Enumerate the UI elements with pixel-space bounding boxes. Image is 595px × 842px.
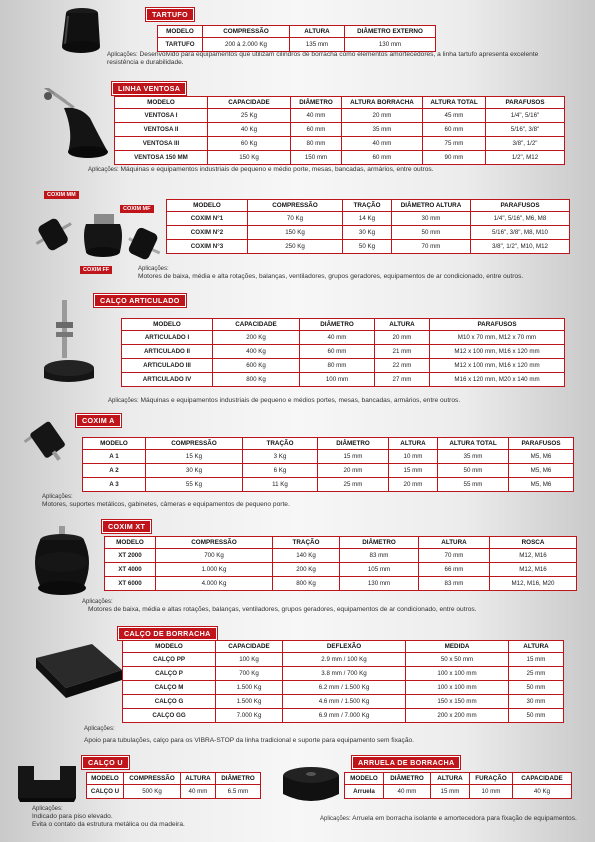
applications-label: Aplicações: [32,806,63,812]
table-cell: 6.2 mm / 1.500 Kg [283,681,406,695]
model-cell: ARTICULADO IV [122,373,213,387]
table-cell: 600 Kg [213,359,300,373]
header-cell: ALTURA [509,641,564,653]
ventosa-table [114,96,565,165]
table-cell: 25 mm [509,667,564,681]
table-cell: 100 x 100 mm [406,667,509,681]
model-cell: COXIM N°3 [167,240,248,254]
applications-text: Motores, suportes metálicos, gabinetes, câmeras e equipamentos de pequeno porte. [42,501,290,509]
table-cell: 60 Kg [208,137,291,151]
calco-borracha-applications-text: Apoio para tubulações, calço para os VIBRA-STOP da linha tradicional e suporte para equipamento sem fixação. [84,737,415,744]
table-cell: 70 mm [419,549,490,563]
applications-line-1: Indicado para piso elevado. [32,813,113,821]
header-cell: CAPACIDADE [208,97,291,109]
table-cell: 40 mm [384,785,431,799]
table-cell: 75 mm [423,137,486,151]
header-cell: DIÂMETRO [318,438,389,450]
model-cell: CALÇO M [123,681,216,695]
table-cell: 200 Kg [213,331,300,345]
table-cell: 30 mm [509,695,564,709]
arruela-applications [320,815,582,823]
header-cell: MODELO [83,438,146,450]
calco-u-applications [32,805,272,830]
tartufo-applications [107,51,567,67]
applications-text: Arruela em borracha isolante e amortecedora para fixação de equipamentos. [352,815,577,822]
model-cell: Arruela [345,785,384,799]
applications-label: Aplicações: [108,398,139,404]
table-cell: 4.6 mm / 1.500 Kg [283,695,406,709]
table-cell: 800 Kg [273,577,340,591]
table-cell: 15 mm [509,653,564,667]
model-cell: CALÇO G [123,695,216,709]
applications-label: Aplicações: [320,816,351,822]
table-cell: 150 Kg [208,151,291,165]
table-cell: 4.000 Kg [156,577,273,591]
table-cell: 1.500 Kg [216,695,283,709]
applications-text: Máquinas e equipamentos industriais de pequeno e médios portes, mesas, bancadas, armários, entre outros. [140,397,461,404]
table-cell: 40 Kg [513,785,572,799]
header-cell: ALTURA TOTAL [423,97,486,109]
header-cell: MODELO [123,641,216,653]
table-cell: 500 Kg [124,785,181,799]
coxim-a-applications [42,493,462,509]
table-cell: 40 mm [342,137,423,151]
header-cell: COMPRESSÃO [248,200,343,212]
table-cell: 15 Kg [146,450,243,464]
model-cell: ARTICULADO II [122,345,213,359]
calco-borracha-applications [84,725,544,733]
header-cell: DIÂMETRO EXTERNO [345,26,436,38]
table-cell: 200 à 2.000 Kg [203,38,290,52]
header-cell: PARAFUSOS [509,438,574,450]
applications-text: Máquinas e equipamentos industriais de pequeno e médio porte, mesas, bancadas, armários, entre outros. [120,166,434,173]
table-cell: 30 Kg [146,464,243,478]
header-cell: MODELO [122,319,213,331]
table-cell: 1/4", 5/16", M6, M8 [471,212,570,226]
table-cell: 45 mm [423,109,486,123]
applications-label: Aplicações: [138,266,169,272]
table-cell: 1/4", 5/16" [486,109,565,123]
coxim-ff-tag: COXIM FF [80,266,112,274]
section-title-coxim-a: COXIM A [76,414,121,427]
table-cell: M12, M16, M20 [490,577,577,591]
section-title-calco-u: CALÇO U [82,756,129,769]
model-cell: VENTOSA III [115,137,208,151]
applications-line-2: Evita o contato da estrutura metálica ou da madeira. [32,821,185,829]
calco-u-product-image [16,758,78,804]
section-title-articulado: CALÇO ARTICULADO [94,294,186,307]
table-cell: 50 mm [509,681,564,695]
table-cell: 40 mm [291,109,342,123]
header-cell: COMPRESSÃO [146,438,243,450]
header-cell: PARAFUSOS [486,97,565,109]
table-cell: 60 mm [423,123,486,137]
coxim-a-table [82,437,574,492]
model-cell: COXIM N°1 [167,212,248,226]
model-cell: CALÇO P [123,667,216,681]
header-cell: ROSCA [490,537,577,549]
table-cell: 35 mm [342,123,423,137]
calco-borracha-table [122,640,564,723]
header-cell: MODELO [105,537,156,549]
articulado-applications [108,397,548,405]
section-title-ventosa: LINHA VENTOSA [112,82,186,95]
coxim-xt-product-image [22,524,102,600]
table-cell: 83 mm [340,549,419,563]
table-cell: 2.9 mm / 100 Kg [283,653,406,667]
tartufo-product-image [56,6,102,56]
section-title-coxim-xt: COXIM XT [102,520,151,533]
table-cell: 21 mm [375,345,430,359]
header-cell: FURAÇÃO [470,773,513,785]
header-cell: TRAÇÃO [243,438,318,450]
header-cell: MODELO [158,26,203,38]
header-cell: ALTURA [389,438,438,450]
articulado-product-image [38,298,100,390]
table-cell: 6 Kg [243,464,318,478]
articulado-table [121,318,565,387]
coxim-mf-tag: COXIM MF [120,205,154,213]
table-cell: 100 x 100 mm [406,681,509,695]
header-cell: DIÂMETRO [384,773,431,785]
table-cell: M5, M6 [509,464,574,478]
header-cell: MEDIDA [406,641,509,653]
table-cell: 1.000 Kg [156,563,273,577]
applications-label: Aplicações: [84,726,115,732]
table-cell: 700 Kg [216,667,283,681]
header-cell: ALTURA [375,319,430,331]
table-cell: 150 mm [291,151,342,165]
table-cell: 20 mm [375,331,430,345]
table-cell: 20 mm [389,478,438,492]
applications-text: Motores de baixa, média e alta rotações, balanças, ventiladores, grupos geradores, equipamentos de ar condicionado, entre outros. [138,273,524,281]
header-cell: ALTURA BORRACHA [342,97,423,109]
model-cell: ARTICULADO III [122,359,213,373]
table-cell: 50 mm [392,226,471,240]
table-cell: 15 mm [389,464,438,478]
model-cell: COXIM N°2 [167,226,248,240]
header-cell: ALTURA TOTAL [438,438,509,450]
header-cell: DIÂMETRO [291,97,342,109]
model-cell: ARTICULADO I [122,331,213,345]
header-cell: MODELO [115,97,208,109]
table-cell: 27 mm [375,373,430,387]
applications-text: Desenvolvido para equipamentos que utilizam cilindros de borracha como elementos amortecedores, a linha tartufo apresenta excelente resistência e durabilidade. [107,51,539,67]
table-cell: 150 Kg [248,226,343,240]
header-cell: COMPRESSÃO [156,537,273,549]
table-cell: 10 mm [389,450,438,464]
table-cell: 11 Kg [243,478,318,492]
table-cell: 55 Kg [146,478,243,492]
table-cell: 5/16", 3/8", M8, M10 [471,226,570,240]
header-cell: PARAFUSOS [430,319,565,331]
table-cell: 100 mm [300,373,375,387]
table-cell: 1.500 Kg [216,681,283,695]
table-cell: M12, M16 [490,549,577,563]
header-cell: COMPRESSÃO [124,773,181,785]
table-cell: 30 Kg [343,226,392,240]
table-cell: 10 mm [470,785,513,799]
table-cell: 6.5 mm [216,785,261,799]
section-title-arruela: ARRUELA DE BORRACHA [352,756,460,769]
table-cell: 50 mm [438,464,509,478]
table-cell: 60 mm [291,123,342,137]
table-cell: M16 x 120 mm, M20 x 140 mm [430,373,565,387]
coxim-a-product-image [24,418,74,462]
applications-label: Aplicações: [88,167,119,173]
table-cell: 50 Kg [343,240,392,254]
table-cell: 22 mm [375,359,430,373]
model-cell: VENTOSA I [115,109,208,123]
table-cell: 135 mm [290,38,345,52]
table-cell: 70 mm [392,240,471,254]
model-cell: VENTOSA II [115,123,208,137]
table-cell: 105 mm [340,563,419,577]
table-cell: M12, M16 [490,563,577,577]
table-cell: 50 x 50 mm [406,653,509,667]
header-cell: TRAÇÃO [273,537,340,549]
table-cell: M5, M6 [509,450,574,464]
coxim-xt-table [104,536,577,591]
header-cell: ALTURA [431,773,470,785]
table-cell: 40 mm [300,331,375,345]
header-cell: CAPACIDADE [513,773,572,785]
section-title-calco-borracha: CALÇO DE BORRACHA [118,627,217,640]
model-cell: XT 2000 [105,549,156,563]
table-cell: 6.9 mm / 7.000 Kg [283,709,406,723]
table-cell: 60 mm [342,151,423,165]
table-cell: 80 mm [291,137,342,151]
table-cell: 140 Kg [273,549,340,563]
coxim-applications [138,265,558,281]
header-cell: DEFLEXÃO [283,641,406,653]
tartufo-table [157,25,436,52]
coxim-product-image [32,204,162,268]
model-cell: VENTOSA 150 MM [115,151,208,165]
table-cell: 3 Kg [243,450,318,464]
header-cell: MODELO [345,773,384,785]
applications-label: Aplicações: [82,599,113,605]
table-cell: 83 mm [419,577,490,591]
header-cell: DIÂMETRO [340,537,419,549]
section-title-tartufo: TARTUFO [146,8,194,21]
model-cell: TARTUFO [158,38,203,52]
table-cell: 50 mm [509,709,564,723]
model-cell: XT 6000 [105,577,156,591]
header-cell: COMPRESSÃO [203,26,290,38]
table-cell: 200 Kg [273,563,340,577]
table-cell: 130 mm [345,38,436,52]
table-cell: M12 x 100 mm, M16 x 120 mm [430,359,565,373]
header-cell: PARAFUSOS [471,200,570,212]
model-cell: A 3 [83,478,146,492]
table-cell: 25 Kg [208,109,291,123]
table-cell: 40 Kg [208,123,291,137]
table-cell: 15 mm [431,785,470,799]
table-cell: 100 Kg [216,653,283,667]
table-cell: 800 Kg [213,373,300,387]
table-cell: 700 Kg [156,549,273,563]
table-cell: 250 Kg [248,240,343,254]
ventosa-product-image [34,88,114,166]
header-cell: CAPACIDADE [213,319,300,331]
header-cell: DIÂMETRO [216,773,261,785]
header-cell: CAPACIDADE [216,641,283,653]
header-cell: ALTURA [181,773,216,785]
ventosa-applications [88,166,528,174]
table-cell: 25 mm [318,478,389,492]
table-cell: 400 Kg [213,345,300,359]
model-cell: CALÇO PP [123,653,216,667]
table-cell: 15 mm [318,450,389,464]
table-cell: 3/8", 1/2", M10, M12 [471,240,570,254]
arruela-table [344,772,572,799]
header-cell: DIÂMETRO [300,319,375,331]
applications-label: Aplicações: [107,52,138,58]
table-cell: 40 mm [181,785,216,799]
table-cell: 130 mm [340,577,419,591]
header-cell: MODELO [87,773,124,785]
model-cell: XT 4000 [105,563,156,577]
table-cell: 60 mm [300,345,375,359]
table-cell: 3.8 mm / 700 Kg [283,667,406,681]
applications-label: Aplicações: [42,494,73,500]
table-cell: 70 Kg [248,212,343,226]
table-cell: 55 mm [438,478,509,492]
table-cell: 30 mm [392,212,471,226]
table-cell: 14 Kg [343,212,392,226]
coxim-mm-tag: COXIM MM [44,191,79,199]
calco-borracha-product-image [32,640,124,704]
model-cell: A 1 [83,450,146,464]
table-cell: M12 x 100 mm, M16 x 120 mm [430,345,565,359]
coxim-table [166,199,570,254]
header-cell: MODELO [167,200,248,212]
model-cell: CALÇO GG [123,709,216,723]
table-cell: 90 mm [423,151,486,165]
table-cell: 1/2", M12 [486,151,565,165]
table-cell: 66 mm [419,563,490,577]
arruela-product-image [278,762,344,808]
table-cell: 5/16", 3/8" [486,123,565,137]
table-cell: 35 mm [438,450,509,464]
table-cell: 3/8", 1/2" [486,137,565,151]
table-cell: 20 mm [342,109,423,123]
header-cell: DIÂMETRO ALTURA [392,200,471,212]
table-cell: M10 x 70 mm, M12 x 70 mm [430,331,565,345]
model-cell: A 2 [83,464,146,478]
table-cell: M5, M6 [509,478,574,492]
model-cell: CALÇO U [87,785,124,799]
applications-text: Motores de baixa, média e altas rotações, balanças, ventiladores, grupos geradores, equipamentos de ar condicionado, entre outros. [88,606,477,614]
calco-u-table [86,772,261,799]
table-cell: 7.000 Kg [216,709,283,723]
header-cell: ALTURA [419,537,490,549]
table-cell: 80 mm [300,359,375,373]
header-cell: ALTURA [290,26,345,38]
table-cell: 200 x 200 mm [406,709,509,723]
table-cell: 150 x 150 mm [406,695,509,709]
table-cell: 20 mm [318,464,389,478]
coxim-xt-applications [82,598,552,614]
header-cell: TRAÇÃO [343,200,392,212]
